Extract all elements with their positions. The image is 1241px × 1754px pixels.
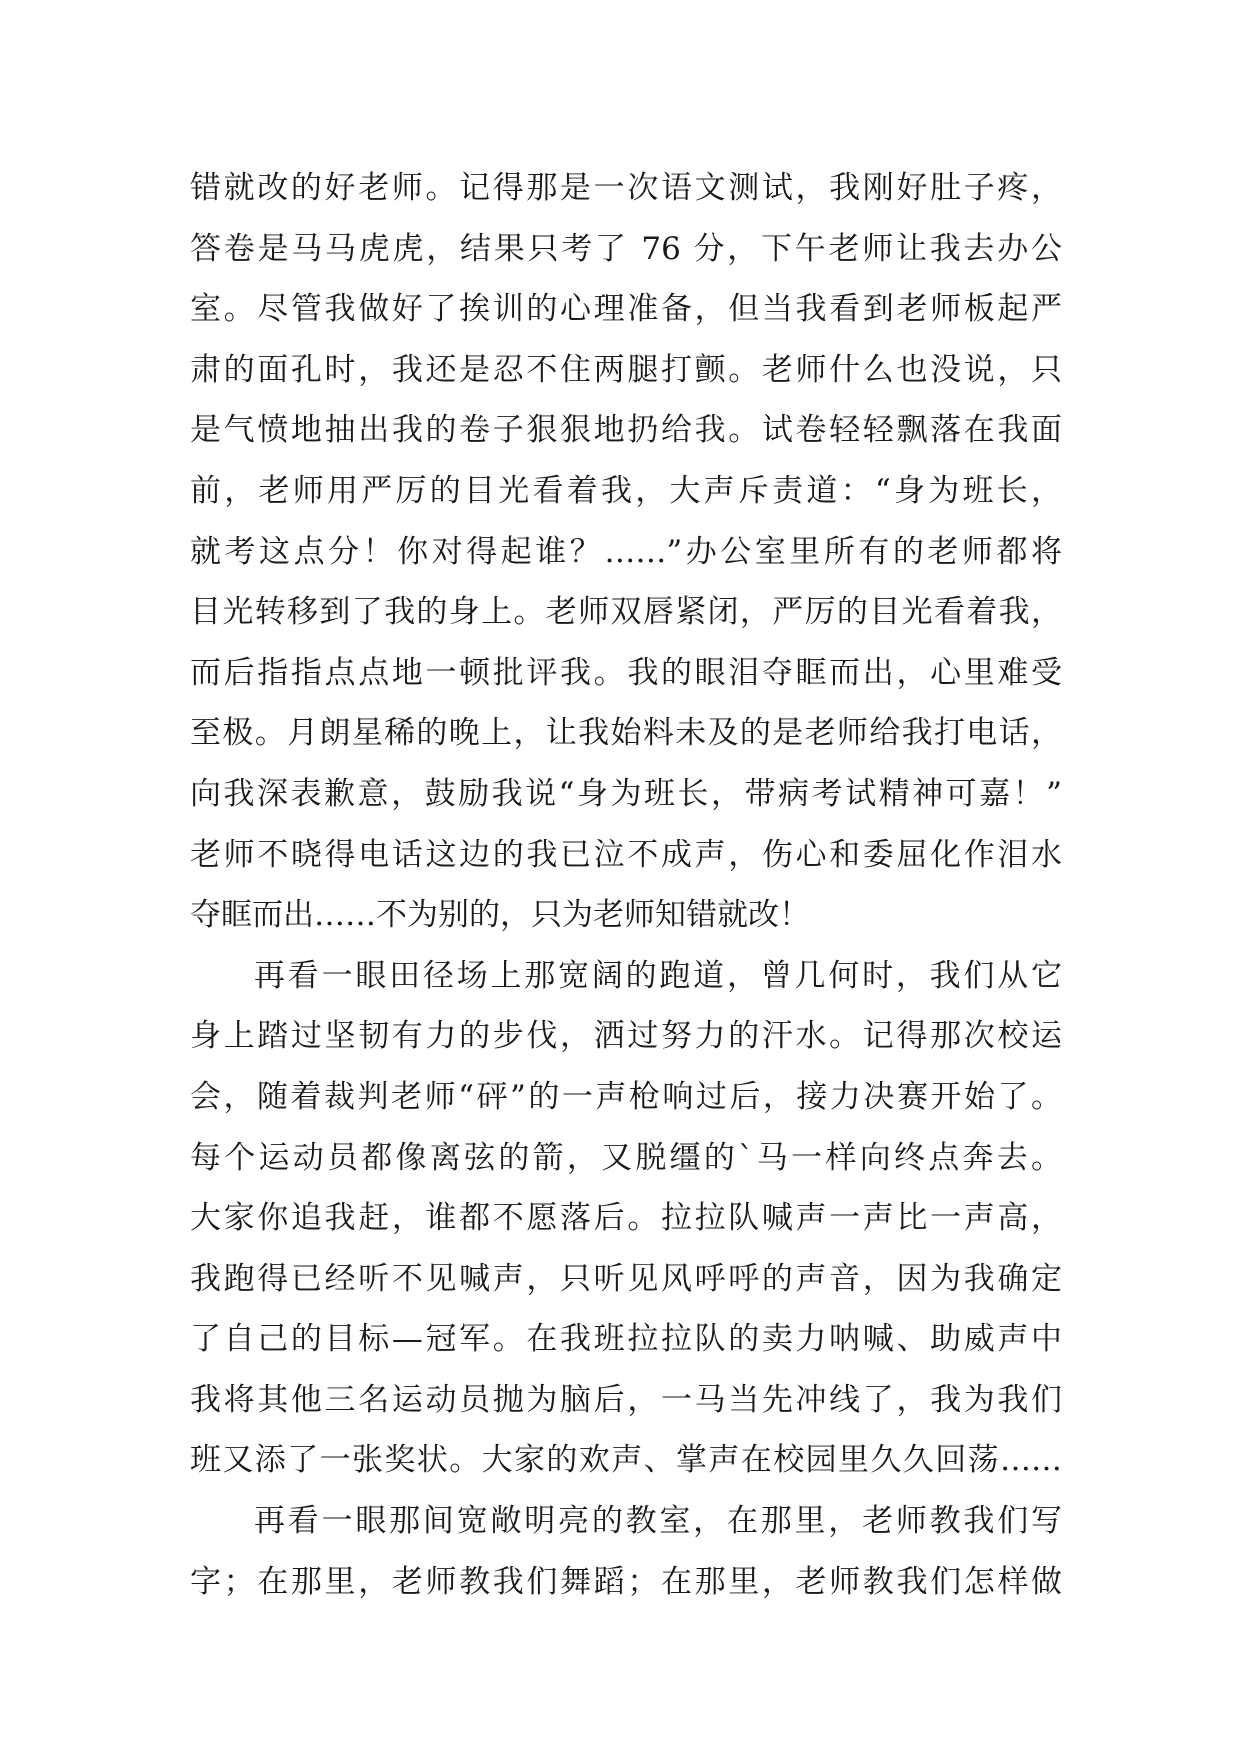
text-line: 大家你追我赶，谁都不愿落后。拉拉队喊声一声比一声高， — [190, 1200, 1062, 1237]
paragraph-first-line: 再看一眼田径场上那宽阔的跑道，曾几何时，我们从它 — [254, 957, 1062, 994]
text-line: 身上踏过坚韧有力的步伐，洒过努力的汗水。记得那次校运 — [190, 1018, 1062, 1055]
body-text — [190, 158, 1062, 1612]
text-line: 肃的面孔时，我还是忍不住两腿打颤。老师什么也没说，只 — [190, 351, 1062, 388]
text-line: 班又添了一张奖状。大家的欢声、掌声在校园里久久回荡…… — [190, 1442, 1062, 1479]
text-line: 老师不晓得电话这边的我已泣不成声，伤心和委屈化作泪水 — [190, 836, 1062, 873]
text-line: 目光转移到了我的身上。老师双唇紧闭，严厉的目光看着我， — [190, 594, 1062, 631]
text-line: 向我深表歉意，鼓励我说“身为班长，带病考试精神可嘉！” — [190, 775, 1062, 812]
paragraph-first-line: 再看一眼那间宽敞明亮的教室，在那里，老师教我们写 — [254, 1503, 1062, 1540]
text-line: 答卷是马马虎虎，结果只考了 76 分，下午老师让我去办公 — [190, 230, 1062, 267]
text-line: 室。尽管我做好了挨训的心理准备，但当我看到老师板起严 — [190, 291, 1062, 328]
text-line: 每个运动员都像离弦的箭，又脱缰的`马一样向终点奔去。 — [190, 1139, 1062, 1176]
text-line: 我将其他三名运动员抛为脑后，一马当先冲线了，我为我们 — [190, 1381, 1062, 1418]
text-line: 前，老师用严厉的目光看着我，大声斥责道：“身为班长， — [190, 472, 1062, 509]
text-line: 是气愤地抽出我的卷子狠狠地扔给我。试卷轻轻飘落在我面 — [190, 412, 1062, 449]
text-line: 我跑得已经听不见喊声，只听见风呼呼的声音，因为我确定 — [190, 1260, 1062, 1297]
text-line: 会，随着裁判老师“砰”的一声枪响过后，接力决赛开始了。 — [190, 1078, 1062, 1115]
text-line: 而后指指点点地一顿批评我。我的眼泪夺眶而出，心里难受 — [190, 654, 1062, 691]
text-line: 夺眶而出……不为别的，只为老师知错就改！ — [190, 897, 810, 934]
text-line: 了自己的目标—冠军。在我班拉拉队的卖力呐喊、助威声中 — [190, 1321, 1062, 1358]
text-line: 就考这点分！你对得起谁？……”办公室里所有的老师都将 — [190, 533, 1062, 570]
text-line: 至极。月朗星稀的晚上，让我始料未及的是老师给我打电话， — [190, 715, 1062, 752]
text-line: 字；在那里，老师教我们舞蹈；在那里，老师教我们怎样做 — [190, 1563, 1062, 1600]
text-line: 错就改的好老师。记得那是一次语文测试，我刚好肚子疼， — [190, 170, 1062, 206]
